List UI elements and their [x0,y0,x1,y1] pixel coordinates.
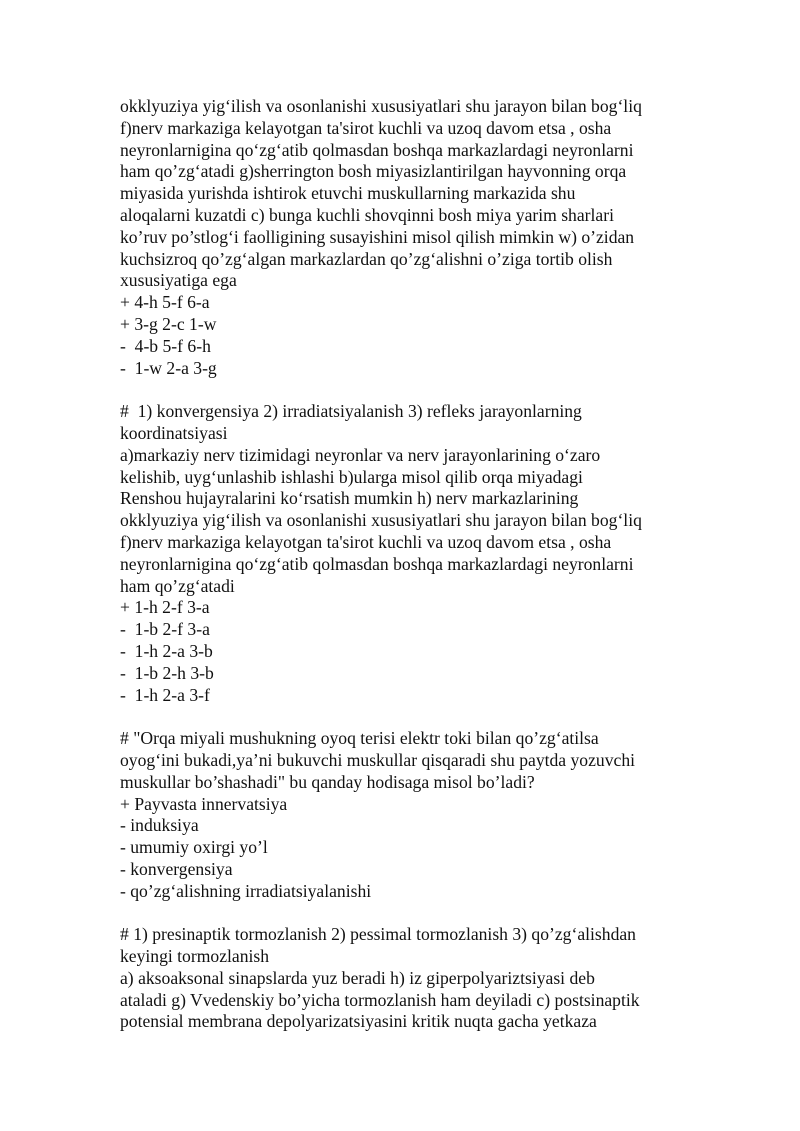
question-block [120,924,720,1033]
document-page [120,96,720,1033]
question-text-line: koordinatsiyasi [120,422,228,443]
text-line: miyasida yurishda ishtirok etuvchi muskullarning markazida shu [120,183,576,204]
question-text-line: oyog‘ini bukadi,ya’ni bukuvchi muskullar qisqaradi shu paytda yozuvchi [120,749,636,770]
text-line: kuchsizroq qo’zg‘algan markazlardan qo’zg‘alishni o’ziga tortib olish [120,248,613,269]
question-text-line: Renshou hujayralarini ko‘rsatish mumkin h) nerv markazlarining [120,488,579,509]
answer-option: - 1-h 2-a 3-f [120,684,210,705]
answer-option: - 1-w 2-a 3-g [120,357,217,378]
question-text-line: # "Orqa miyali mushukning oyoq terisi elektr toki bilan qo’zg‘atilsa [120,728,599,749]
block-spacer [120,706,720,728]
text-line: aloqalarni kuzatdi c) bunga kuchli shovqinni bosh miya yarim sharlari [120,204,614,225]
question-continuation [120,96,720,379]
question-text-line: ham qo’zg‘atadi [120,575,235,596]
question-text-line: potensial membrana depolyarizatsiyasini kritik nuqta gacha yetkaza [120,1011,597,1032]
question-text-line: # 1) konvergensiya 2) irradiatsiyalanish 3) refleks jarayonlarning [120,401,582,422]
answer-option: - induksiya [120,815,199,836]
question-text-line: okklyuziya yig‘ilish va osonlanishi xususiyatlari shu jarayon bilan bog‘liq [120,510,642,531]
answer-option: + Payvasta innervatsiya [120,793,288,814]
question-block [120,401,720,706]
text-line: ko’ruv po’stlog‘i faolligining susayishini misol qilish mimkin w) o’zidan [120,226,635,247]
question-block [120,728,720,902]
answer-option: + 3-g 2-c 1-w [120,313,217,334]
answer-option: - 1-h 2-a 3-b [120,640,213,661]
answer-option: + 1-h 2-f 3-a [120,597,210,618]
block-spacer [120,902,720,924]
answer-option: - umumiy oxirgi yo’l [120,837,268,858]
question-text-line: f)nerv markaziga kelayotgan ta'sirot kuchli va uzoq davom etsa , osha [120,531,612,552]
question-text-line: keyingi tormozlanish [120,946,270,967]
text-line: xususiyatiga ega [120,270,237,291]
question-text-line: kelishib, uyg‘unlashib ishlashi b)ularga misol qilib orqa miyadagi [120,466,583,487]
question-text-line: ataladi g) Vvedenskiy bo’yicha tormozlanish ham deyiladi c) postsinaptik [120,989,640,1010]
question-text-line: a) aksoaksonal sinapslarda yuz beradi h) iz giperpolyariztsiyasi deb [120,967,595,988]
answer-option: + 4-h 5-f 6-a [120,292,210,313]
block-spacer [120,379,720,401]
answer-option: - 1-b 2-f 3-a [120,619,210,640]
question-text-line: muskullar bo’shashadi" bu qanday hodisaga misol bo’ladi? [120,771,535,792]
text-line: ham qo’zg‘atadi g)sherrington bosh miyasizlantirilgan hayvonning orqa [120,161,627,182]
answer-option: - konvergensiya [120,858,233,879]
question-text-line: # 1) presinaptik tormozlanish 2) pessimal tormozlanish 3) qo’zg‘alishdan [120,924,636,945]
answer-option: - 4-b 5-f 6-h [120,335,211,356]
answer-option: - qo’zg‘alishning irradiatsiyalanishi [120,880,372,901]
text-line: f)nerv markaziga kelayotgan ta'sirot kuchli va uzoq davom etsa , osha [120,117,612,138]
text-line: okklyuziya yig‘ilish va osonlanishi xususiyatlari shu jarayon bilan bog‘liq [120,96,642,116]
question-text-line: neyronlarnigina qo‘zg‘atib qolmasdan boshqa markazlardagi neyronlarni [120,553,634,574]
question-text-line: a)markaziy nerv tizimidagi neyronlar va nerv jarayonlarining o‘zaro [120,444,601,465]
text-line: neyronlarnigina qo‘zg‘atib qolmasdan boshqa markazlardagi neyronlarni [120,139,634,160]
answer-option: - 1-b 2-h 3-b [120,662,214,683]
